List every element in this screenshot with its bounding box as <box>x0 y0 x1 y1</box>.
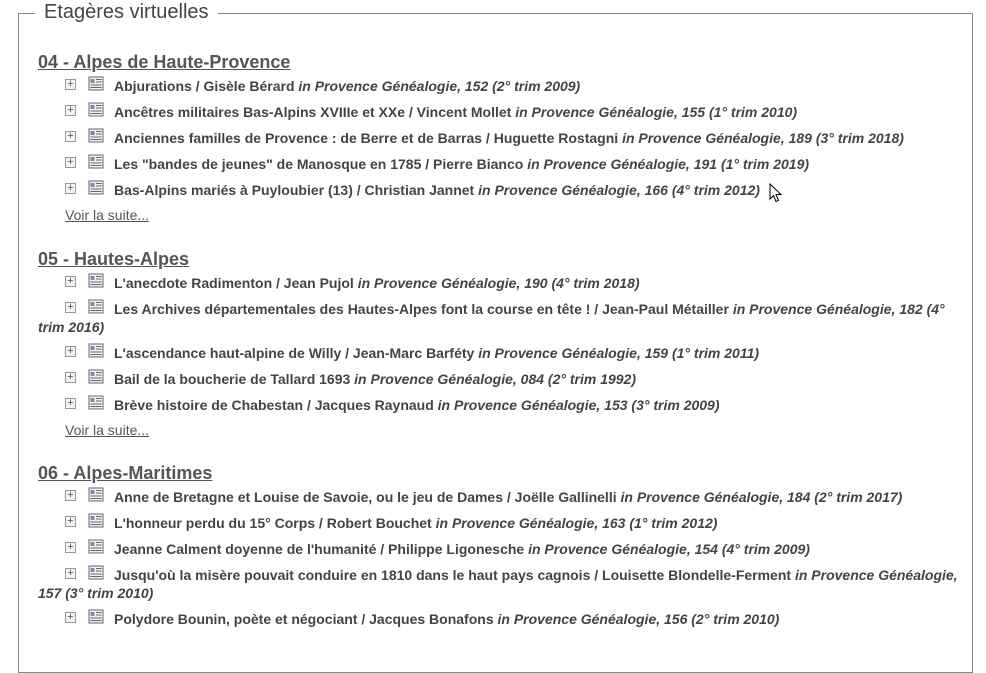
record-item[interactable] <box>65 155 963 173</box>
record-title: Jusqu'où la misère pouvait conduire en 1810 dans le haut pays cagnois / Louisette Blondelle-Ferment <box>114 567 792 583</box>
record-source: in Provence Généalogie, 154 (4° trim 2009) <box>528 541 810 557</box>
expand-plus-icon[interactable]: + <box>65 516 76 527</box>
record-title: Ancêtres militaires Bas-Alpins XVIIIe et XXe / Vincent Mollet <box>114 104 512 120</box>
see-more-link[interactable]: Voir la suite... <box>65 422 150 438</box>
record-title: Bas-Alpins mariés à Puyloubier (13) / Christian Jannet <box>114 182 475 198</box>
record-item[interactable] <box>65 370 963 388</box>
record-source: in Provence Généalogie, 184 (2° trim 2017) <box>620 489 903 505</box>
expand-plus-icon[interactable]: + <box>65 346 76 357</box>
expand-plus-icon[interactable]: + <box>65 490 76 501</box>
record-source: in Provence Généalogie, 153 (3° trim 2009) <box>437 397 720 413</box>
record-source: in Provence Généalogie, 190 (4° trim 2018) <box>357 275 640 291</box>
expand-plus-icon[interactable]: + <box>65 157 76 168</box>
expand-plus-icon[interactable]: + <box>65 398 76 409</box>
book-record-icon <box>88 513 104 528</box>
record-item[interactable] <box>65 514 963 532</box>
record-item[interactable] <box>65 396 963 414</box>
expand-plus-icon[interactable]: + <box>65 183 76 194</box>
record-source: in Provence Généalogie, 157 (3° trim 2010) <box>38 567 958 601</box>
book-record-icon <box>88 273 104 288</box>
book-record-icon <box>88 154 104 169</box>
expand-plus-icon[interactable]: + <box>65 542 76 553</box>
record-item[interactable] <box>65 181 963 199</box>
book-record-icon <box>88 299 104 314</box>
mouse-cursor-icon <box>769 183 783 203</box>
shelf-section <box>38 248 963 440</box>
book-record-icon <box>88 128 104 143</box>
record-item[interactable] <box>65 344 963 362</box>
book-record-icon <box>88 180 104 195</box>
record-source: in Provence Généalogie, 159 (1° trim 2011) <box>478 345 760 361</box>
expand-plus-icon[interactable]: + <box>65 105 76 116</box>
section-title[interactable]: 04 - Alpes de Haute-Provence <box>38 52 291 72</box>
expand-plus-icon[interactable]: + <box>65 612 76 623</box>
record-item[interactable] <box>65 129 963 147</box>
record-item[interactable] <box>38 566 963 602</box>
record-item[interactable] <box>38 300 963 336</box>
shelf-section <box>38 462 963 636</box>
shelf-section <box>38 51 963 225</box>
record-source: in Provence Généalogie, 084 (2° trim 1992) <box>354 371 637 387</box>
record-title: Bail de la boucherie de Tallard 1693 <box>114 371 351 387</box>
record-list <box>38 274 963 414</box>
record-source: in Provence Généalogie, 166 (4° trim 2012) <box>478 182 760 198</box>
record-title: L'anecdote Radimenton / Jean Pujol <box>114 275 354 291</box>
record-list <box>38 488 963 628</box>
record-source: in Provence Généalogie, 163 (1° trim 2012) <box>435 515 718 531</box>
record-source: in Provence Généalogie, 191 (1° trim 2019) <box>527 156 810 172</box>
section-title[interactable]: 05 - Hautes-Alpes <box>38 249 190 269</box>
record-title: Brève histoire de Chabestan / Jacques Raynaud <box>114 397 434 413</box>
record-source: in Provence Généalogie, 152 (2° trim 2009) <box>298 78 581 94</box>
expand-plus-icon[interactable]: + <box>65 276 76 287</box>
record-title: Polydore Bounin, poète et négociant / Jacques Bonafons <box>114 611 494 627</box>
book-record-icon <box>88 76 104 91</box>
record-title: L'honneur perdu du 15° Corps / Robert Bouchet <box>114 515 432 531</box>
expand-plus-icon[interactable]: + <box>65 372 76 383</box>
book-record-icon <box>88 369 104 384</box>
record-list <box>38 77 963 199</box>
record-item[interactable] <box>65 274 963 292</box>
book-record-icon <box>88 395 104 410</box>
expand-plus-icon[interactable]: + <box>65 302 76 313</box>
record-title: Anne de Bretagne et Louise de Savoie, ou le jeu de Dames / Joëlle Gallinelli <box>114 489 617 505</box>
book-record-icon <box>88 487 104 502</box>
book-record-icon <box>88 539 104 554</box>
record-item[interactable] <box>65 103 963 121</box>
book-record-icon <box>88 102 104 117</box>
see-more-link[interactable]: Voir la suite... <box>65 207 150 223</box>
book-record-icon <box>88 343 104 358</box>
record-title: Jeanne Calment doyenne de l'humanité / Philippe Ligonesche <box>114 541 525 557</box>
record-title: L'ascendance haut-alpine de Willy / Jean-Marc Barféty <box>114 345 475 361</box>
record-title: Anciennes familles de Provence : de Berre et de Barras / Huguette Rostagni <box>114 130 619 146</box>
expand-plus-icon[interactable]: + <box>65 79 76 90</box>
expand-plus-icon[interactable]: + <box>65 131 76 142</box>
record-item[interactable] <box>65 540 963 558</box>
record-title: Abjurations / Gisèle Bérard <box>114 78 295 94</box>
record-source: in Provence Généalogie, 156 (2° trim 2010) <box>497 611 780 627</box>
book-record-icon <box>88 609 104 624</box>
expand-plus-icon[interactable]: + <box>65 568 76 579</box>
record-source: in Provence Généalogie, 155 (1° trim 2010) <box>515 104 798 120</box>
record-title: Les "bandes de jeunes" de Manosque en 1785 / Pierre Bianco <box>114 156 524 172</box>
record-source: in Provence Généalogie, 182 (4° trim 2016) <box>38 301 945 335</box>
record-item[interactable] <box>65 488 963 506</box>
record-item[interactable] <box>65 77 963 95</box>
section-title[interactable]: 06 - Alpes-Maritimes <box>38 463 213 483</box>
record-item[interactable] <box>65 610 963 628</box>
record-title: Les Archives départementales des Hautes-Alpes font la course en tête ! / Jean-Paul Métailler <box>114 301 729 317</box>
fieldset-legend: Etagères virtuelles <box>35 0 218 25</box>
record-source: in Provence Généalogie, 189 (3° trim 2018) <box>622 130 904 146</box>
book-record-icon <box>88 565 104 580</box>
